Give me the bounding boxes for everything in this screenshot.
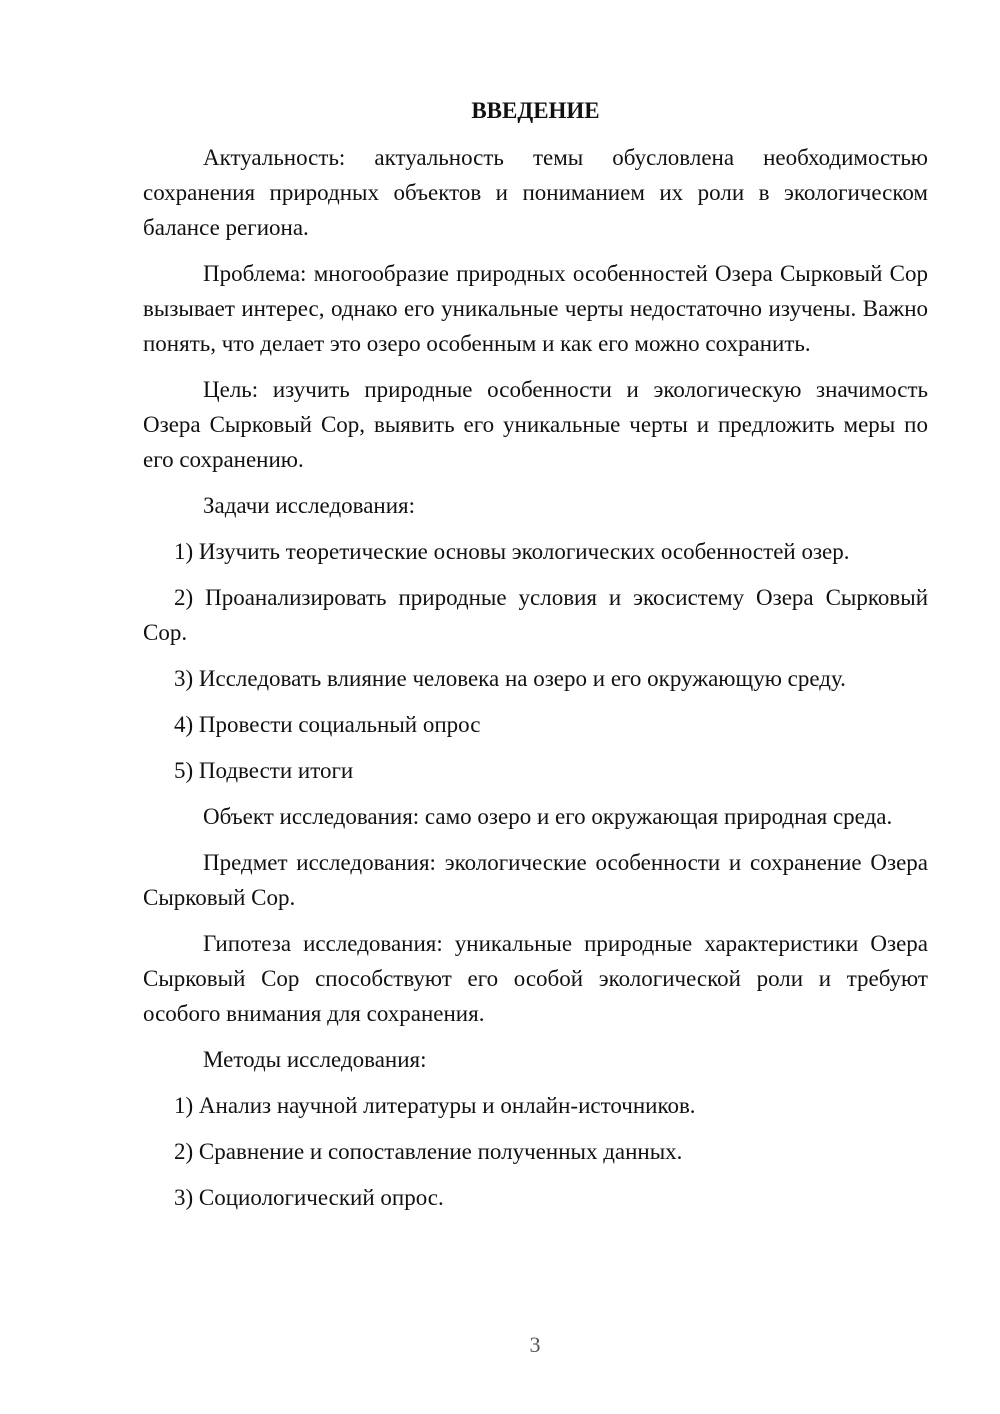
task-item-4: 4) Провести социальный опрос: [174, 712, 481, 737]
method-item-1: 1) Анализ научной литературы и онлайн-источников.: [174, 1093, 696, 1118]
paragraph-subject: Предмет исследования: экологические особенности и сохранение Озера Сырковый Сор.: [143, 850, 928, 910]
paragraph-problem: Проблема: многообразие природных особенностей Озера Сырковый Сор вызывает интерес, однако его уникальные черты недостаточно изучены. Важно понять, что делает это озеро особенным и как его можно сохранить.: [143, 261, 928, 356]
method-item-3: 3) Социологический опрос.: [174, 1185, 444, 1210]
paragraph-relevance: Актуальность: актуальность темы обусловлена необходимостью сохранения природных объектов и пониманием их роли в экологическом балансе региона.: [143, 145, 928, 240]
task-item-5: 5) Подвести итоги: [174, 758, 354, 783]
paragraph-tasks-heading: Задачи исследования:: [203, 493, 416, 518]
method-item-2: 2) Сравнение и сопоставление полученных данных.: [174, 1139, 683, 1164]
paragraph-object: Объект исследования: само озеро и его окружающая природная среда.: [203, 804, 893, 829]
paragraph-goal: Цель: изучить природные особенности и экологическую значимость Озера Сырковый Сор, выявить его уникальные черты и предложить меры по его сохранению.: [143, 377, 928, 472]
document-page: [143, 93, 928, 1226]
page-number: 3: [529, 1332, 541, 1357]
paragraph-hypothesis: Гипотеза исследования: уникальные природные характеристики Озера Сырковый Сор способствуют его особой экологической роли и требуют особого внимания для сохранения.: [143, 931, 928, 1026]
paragraph-methods-heading: Методы исследования:: [203, 1047, 427, 1072]
task-item-2: 2) Проанализировать природные условия и экосистему Озера Сырковый Сор.: [143, 585, 928, 645]
section-heading: ВВЕДЕНИЕ: [471, 98, 600, 123]
task-item-3: 3) Исследовать влияние человека на озеро и его окружающую среду.: [174, 666, 846, 691]
task-item-1: 1) Изучить теоретические основы экологических особенностей озер.: [174, 539, 850, 564]
